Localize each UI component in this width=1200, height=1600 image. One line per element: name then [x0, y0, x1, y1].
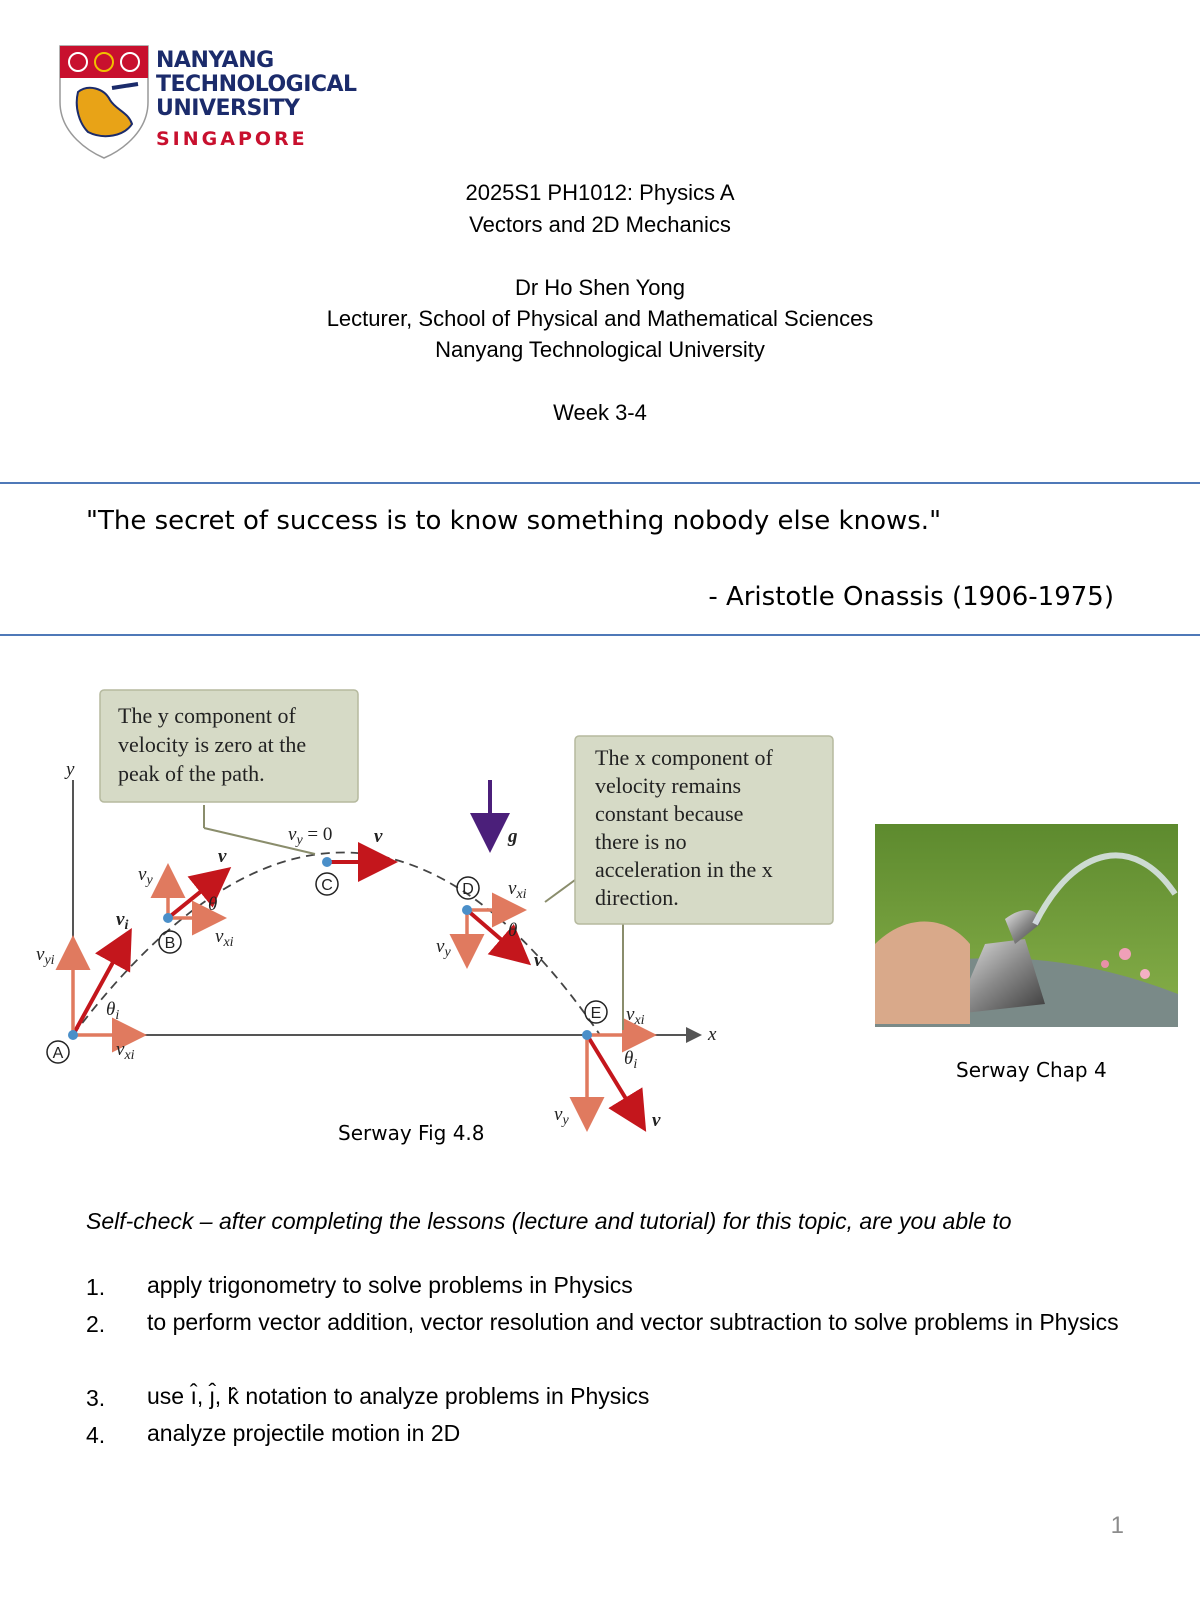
callout-y-line-3: peak of the path. [118, 761, 265, 786]
point-d-dot [462, 905, 472, 915]
label-vy-e: $v_y$ [554, 1104, 569, 1128]
quote-author: - Aristotle Onassis (1906-1975) [708, 582, 1114, 612]
divider-top [0, 482, 1200, 484]
point-a-label: A [52, 1045, 64, 1062]
label-vyi: $v_{yi}$ [36, 944, 55, 968]
logo-line-singapore: SINGAPORE [156, 128, 308, 150]
list-item-text: to perform vector addition, vector resolution and vector subtraction to solve problems in Physics [147, 1309, 1119, 1335]
label-vy-zero: $v_y = 0$ [288, 824, 333, 848]
list-item-number: 3. [86, 1385, 106, 1411]
label-vy-b: $v_y$ [138, 864, 153, 888]
label-vxi-d: $v_{xi}$ [508, 878, 527, 902]
ntu-crest-icon [58, 44, 150, 160]
callout-y-line-1: The y component of [118, 703, 296, 728]
course-title: 2025S1 PH1012: Physics A [465, 180, 735, 205]
topic-title: Vectors and 2D Mechanics [469, 212, 731, 237]
diagram-caption: Serway Fig 4.8 [338, 1121, 485, 1145]
list-item-text: apply trigonometry to solve problems in Physics [147, 1272, 633, 1298]
gravity-label: g [508, 826, 518, 847]
label-theta-i: $\theta_i$ [106, 999, 120, 1023]
point-e-dot [582, 1030, 592, 1040]
list-item-text: use ı̂, ȷ̂, k̂ notation to analyze problems in Physics [147, 1383, 650, 1409]
label-vxi-a: $v_{xi}$ [116, 1039, 135, 1063]
point-a-dot [68, 1030, 78, 1040]
list-item-number: 4. [86, 1422, 106, 1448]
water-fountain-photo [875, 824, 1178, 1027]
x-axis-label: x [708, 1024, 717, 1045]
list-item-number: 1. [86, 1274, 106, 1300]
label-vc: v [374, 826, 383, 847]
selfcheck-intro: Self-check – after completing the lessons (lecture and tutorial) for this topic, are you able to [86, 1208, 1012, 1234]
quote-text: "The secret of success is to know something nobody else knows." [86, 506, 942, 536]
callout-x-line-1: The x component of [595, 745, 773, 770]
label-theta-b: θ [208, 894, 218, 915]
callout-y-line-2: velocity is zero at the [118, 732, 307, 757]
point-d-label: D [462, 881, 474, 898]
ntu-logo [58, 44, 368, 160]
list-item-number: 2. [86, 1311, 106, 1337]
label-theta-e: $\theta_i$ [624, 1048, 638, 1072]
y-axis-label: y [66, 759, 75, 780]
label-vb: v [218, 846, 227, 867]
vector-ve [587, 1035, 642, 1125]
point-b-dot [163, 913, 173, 923]
vector-vi [73, 935, 128, 1035]
label-vxi-e: $v_{xi}$ [626, 1004, 645, 1028]
divider-bottom [0, 634, 1200, 636]
point-c-dot [322, 857, 332, 867]
lecturer-role: Lecturer, School of Physical and Mathematical Sciences [326, 306, 874, 331]
label-vxi-b: $v_{xi}$ [215, 926, 234, 950]
page-number: 1 [1110, 1512, 1124, 1539]
logo-line-university: UNIVERSITY [156, 96, 300, 121]
point-e-label: E [590, 1005, 602, 1022]
point-c-label: C [321, 877, 333, 894]
point-b-label: B [164, 935, 176, 952]
callout-x-line-5: acceleration in the x [595, 857, 773, 882]
callout-x-line-2: velocity remains [595, 773, 742, 798]
institution-name: Nanyang Technological University [435, 337, 765, 362]
callout-x-line-4: there is no [595, 829, 687, 854]
callout-x-line-3: constant because [595, 801, 744, 826]
label-vi: $v_i$ [116, 909, 129, 933]
label-vy-d: $v_y$ [436, 936, 451, 960]
logo-line-technological: TECHNOLOGICAL [156, 72, 357, 97]
photo-caption: Serway Chap 4 [956, 1058, 1107, 1082]
week-label: Week 3-4 [553, 400, 647, 425]
lecturer-name: Dr Ho Shen Yong [514, 275, 686, 300]
label-vd: v [534, 950, 543, 971]
label-theta-d: θ [508, 920, 518, 941]
label-ve: v [652, 1110, 661, 1131]
callout-x-line-6: direction. [595, 885, 679, 910]
logo-line-nanyang: NANYANG [156, 48, 274, 73]
list-item-text: analyze projectile motion in 2D [147, 1420, 461, 1446]
projectile-motion-diagram [20, 680, 860, 1160]
